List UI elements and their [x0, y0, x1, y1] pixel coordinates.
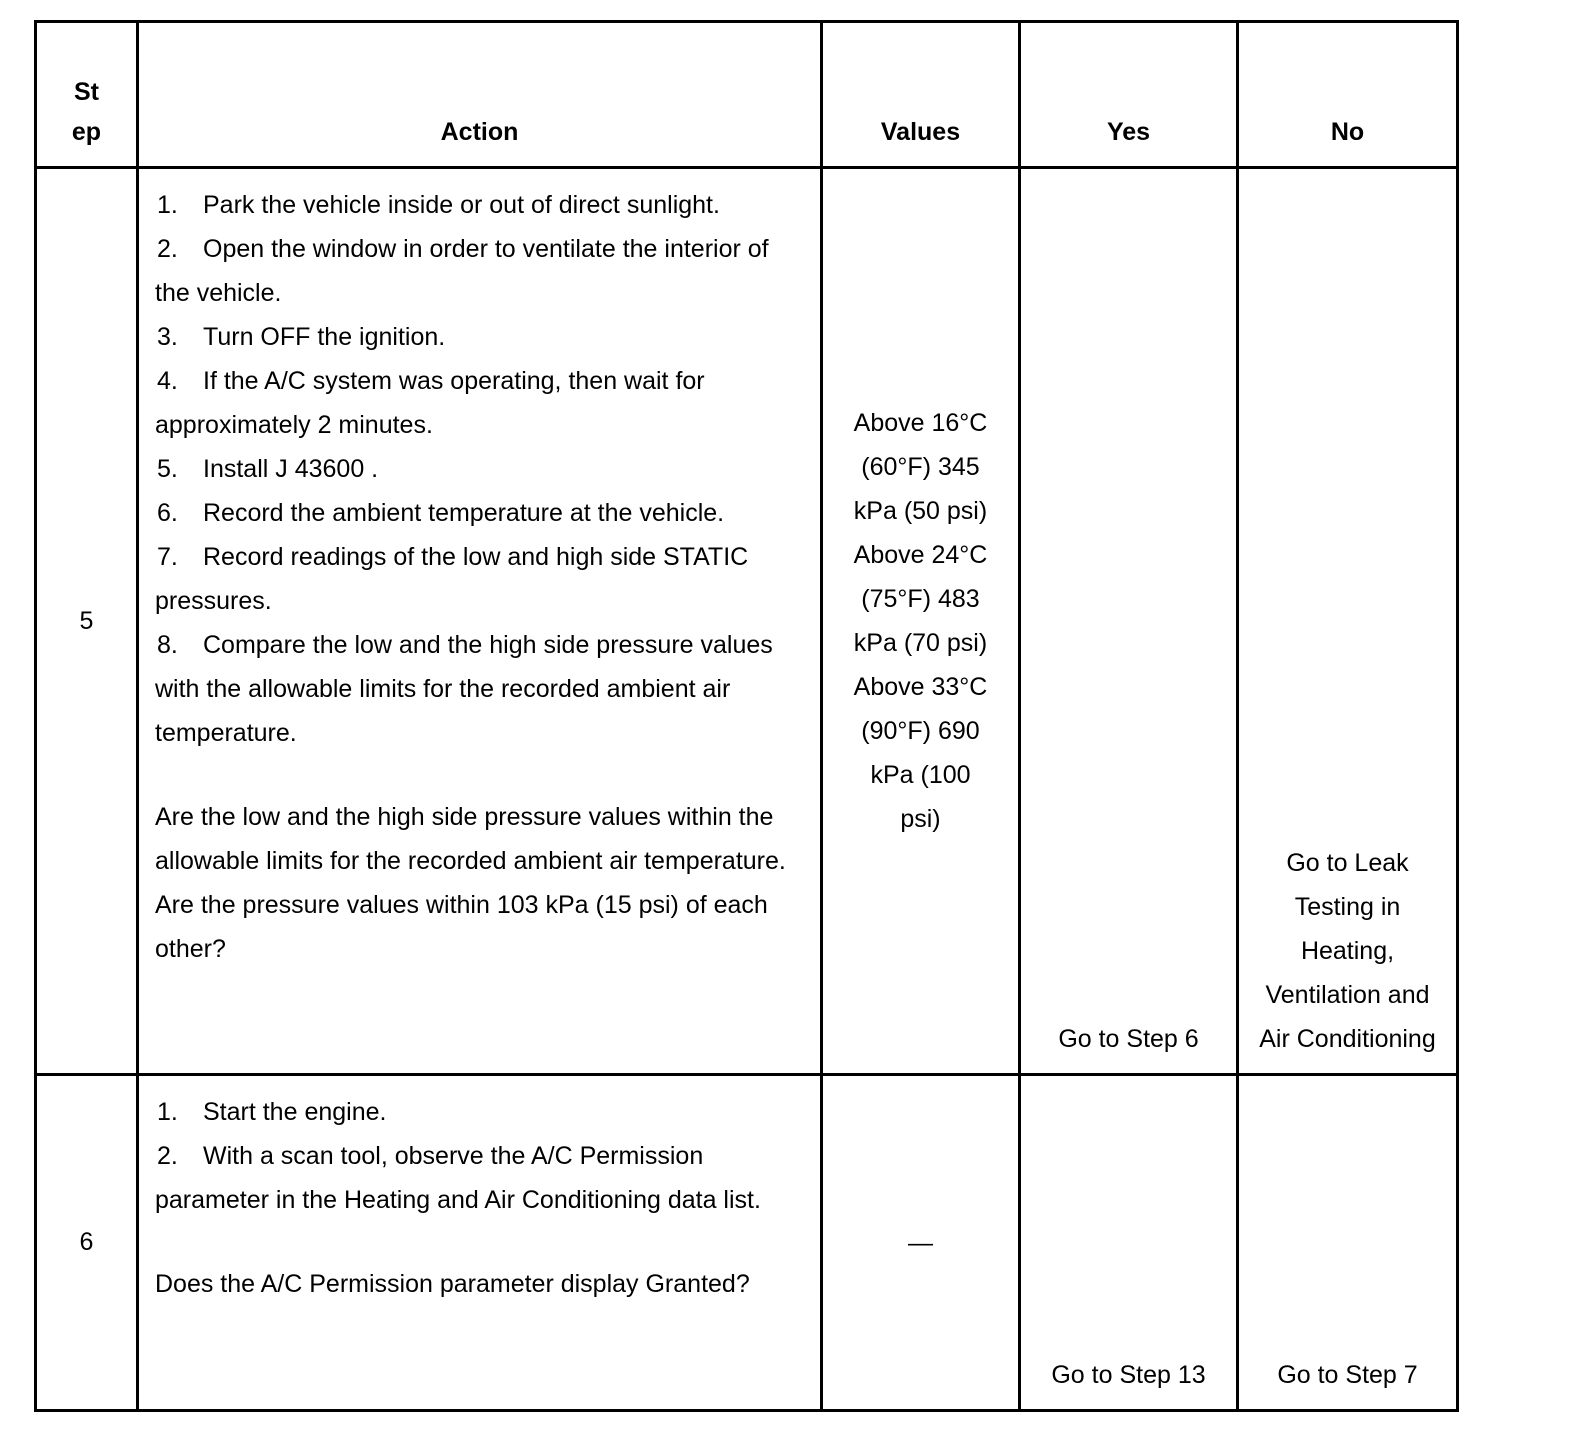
action-item-text: Record the ambient temperature at the vehicle. [203, 499, 725, 527]
value-entry: Above 33°C (90°F) 690 kPa (100 psi) [853, 673, 988, 833]
no-cell: Go to Leak Testing in Heating, Ventilation and Air Conditioning [1238, 168, 1458, 1075]
yes-cell: Go to Step 6 [1020, 168, 1238, 1075]
header-step [36, 22, 138, 168]
action-item-text: With a scan tool, observe the A/C Permission parameter in the Heating and Air Conditioning data list. [155, 1142, 761, 1214]
action-item-number: 6. [157, 499, 178, 527]
header-step-line1: St [74, 78, 99, 106]
action-item [155, 227, 806, 315]
value-entry: Above 24°C (75°F) 483 kPa (70 psi) [853, 541, 988, 657]
header-row [36, 22, 1458, 168]
step-number: 5 [36, 168, 138, 1075]
action-item [155, 447, 806, 491]
yes-cell: Go to Step 13 [1020, 1075, 1238, 1411]
action-item-number: 8. [157, 631, 178, 659]
action-item [155, 491, 806, 535]
action-item-text: Open the window in order to ventilate the interior of the vehicle. [155, 235, 769, 307]
values-cell [822, 168, 1020, 1075]
action-item-text: Compare the low and the high side pressure values with the allowable limits for the recorded ambient air temperature. [155, 631, 773, 747]
no-cell: Go to Step 7 [1238, 1075, 1458, 1411]
action-item-text: Park the vehicle inside or out of direct sunlight. [203, 191, 720, 219]
action-item-number: 3. [157, 323, 178, 351]
action-item-text: Start the engine. [203, 1098, 387, 1126]
action-item-number: 1. [157, 1098, 178, 1126]
action-item-number: 2. [157, 235, 178, 263]
action-list [155, 1090, 806, 1222]
action-item-text: Install J 43600 . [203, 455, 379, 483]
action-item [155, 535, 806, 623]
action-item-number: 7. [157, 543, 178, 571]
action-item [155, 315, 806, 359]
header-values: Values [822, 22, 1020, 168]
table-row-step-6 [36, 1075, 1458, 1411]
action-item [155, 183, 806, 227]
action-item-text: Record readings of the low and high side STATIC pressures. [155, 543, 749, 615]
action-item [155, 1090, 806, 1134]
action-question: Does the A/C Permission parameter display Granted? [155, 1270, 750, 1298]
action-item [155, 1134, 806, 1222]
value-entry: — [908, 1228, 933, 1257]
diagnostic-table [34, 20, 1459, 1412]
action-item-number: 5. [157, 455, 178, 483]
action-list [155, 183, 806, 755]
table-row-step-5 [36, 168, 1458, 1075]
action-item-number: 4. [157, 367, 178, 395]
action-item-text: If the A/C system was operating, then wait for approximately 2 minutes. [155, 367, 705, 439]
action-item-number: 2. [157, 1142, 178, 1170]
header-action: Action [138, 22, 822, 168]
action-question: Are the low and the high side pressure values within the allowable limits for the recorded ambient air temperature. Are the pressure values within 103 kPa (15 psi) of each other? [155, 803, 786, 963]
action-cell [138, 1075, 822, 1411]
header-step-line2: ep [71, 118, 102, 146]
action-item-number: 1. [157, 191, 178, 219]
header-no: No [1238, 22, 1458, 168]
action-item [155, 623, 806, 755]
step-number: 6 [36, 1075, 138, 1411]
values-cell [822, 1075, 1020, 1411]
action-cell [138, 168, 822, 1075]
header-yes: Yes [1020, 22, 1238, 168]
action-item-text: Turn OFF the ignition. [203, 323, 446, 351]
action-item [155, 359, 806, 447]
value-entry: Above 16°C (60°F) 345 kPa (50 psi) [853, 409, 988, 525]
